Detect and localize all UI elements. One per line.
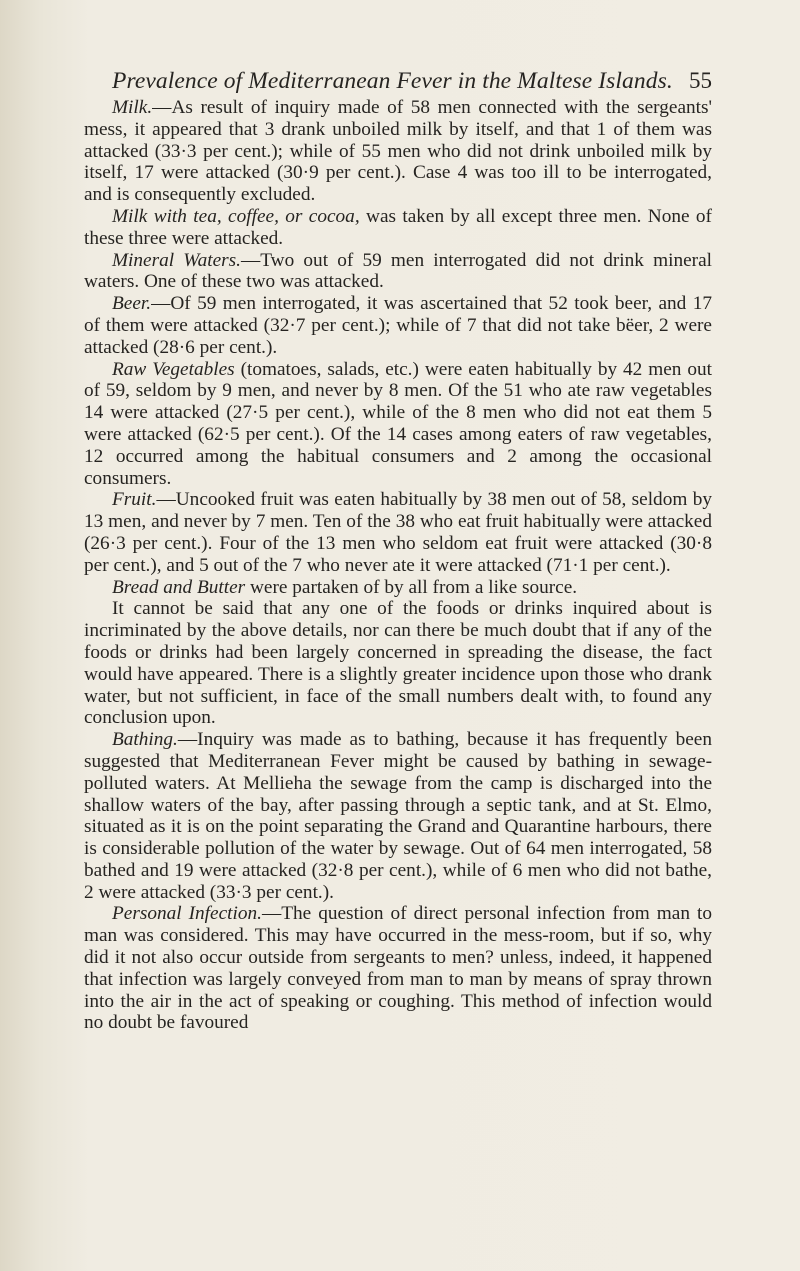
paragraph-mineral-waters	[84, 250, 712, 294]
body-text	[84, 97, 712, 1034]
paragraph-conclusion	[84, 598, 712, 729]
paragraph-text: (tomatoes, salads, etc.) were eaten habitually by 42 men out of 59, seldom by 9 men, and never by 8 men. Of the 51 who ate raw vegetables 14 were attacked (27·5 per cent.), while of the 8 men who did not eat them 5 were attacked (62·5 per cent.). Of the 14 cases among eaters of raw vegetables, 12 occurred among the habitual consumers and 2 among the occasional consumers.	[84, 358, 712, 489]
paragraph-heading: Bread and Butter	[112, 576, 246, 598]
paragraph-heading: Bathing.	[112, 729, 178, 751]
paragraph-text: was taken by all except three men. None of these three were attacked.	[84, 205, 712, 249]
paragraph-beer	[84, 293, 712, 358]
paragraph-text: —As result of inquiry made of 58 men connected with the sergeants' mess, it appeared that 3 drank unboiled milk by itself, and that 1 of them was attacked (33·3 per cent.); while of 55 men who did not drink unboiled milk by itself, 17 were attacked (30·9 per cent.). Case 4 was too ill to be interrogated, and is consequently excluded.	[84, 97, 712, 206]
paragraph-milk	[84, 97, 712, 206]
paragraph-heading: Milk with tea, coffee, or cocoa,	[112, 205, 360, 227]
paragraph-text: —The question of direct personal infection from man to man was considered. This may have occurred in the mess-room, but if so, why did it not also occur outside from sergeants to men? unless, indeed, it happened that infection was largely conveyed from man to man by means of spray thrown into the air in the act of speaking or coughing. This method of infection would no doubt be favoured	[84, 903, 712, 1034]
paragraph-text: were partaken of by all from a like source.	[245, 576, 578, 598]
paragraph-heading: Raw Vegetables	[112, 358, 235, 380]
paragraph-milk-with-tea	[84, 206, 712, 250]
paragraph-heading: Beer.	[112, 293, 152, 315]
paragraph-heading: Mineral Waters.	[112, 249, 241, 271]
running-title: Prevalence of Mediterranean Fever in the Maltese Islands.	[112, 68, 673, 94]
paragraph-text: It cannot be said that any one of the foods or drinks inquired about is incriminated by the above details, nor can there be much doubt that if any of the foods or drinks had been largely concerned in spreading the disease, the fact would have appeared. There is a slightly greater incidence upon those who drank water, but not sufficient, in face of the small numbers dealt with, to found any conclusion upon.	[84, 598, 712, 729]
paragraph-text: —Two out of 59 men interrogated did not drink mineral waters. One of these two was attacked.	[84, 249, 712, 293]
paragraph-heading: Fruit.	[112, 489, 157, 511]
paragraph-personal-infection	[84, 903, 712, 1034]
paragraph-fruit	[84, 489, 712, 576]
paragraph-bathing	[84, 729, 712, 903]
paragraph-text: —Uncooked fruit was eaten habitually by 38 men out of 58, seldom by 13 men, and never by 7 men. Ten of the 38 who eat fruit habitually were attacked (26·3 per cent.). Four of the 13 men who seldom eat fruit were attacked (30·8 per cent.), and 5 out of the 7 who never ate it were attacked (71·1 per cent.).	[84, 489, 712, 576]
paragraph-text: —Of 59 men interrogated, it was ascertained that 52 took beer, and 17 of them were attacked (32·7 per cent.); while of 7 that did not take bëer, 2 were attacked (28·6 per cent.).	[84, 293, 712, 358]
paragraph-raw-vegetables	[84, 359, 712, 490]
paragraph-heading: Milk.	[112, 97, 153, 118]
paragraph-bread-and-butter	[84, 577, 712, 599]
page-number: 55	[689, 68, 712, 93]
paragraph-heading: Personal Infection.	[112, 903, 262, 925]
paragraph-text: —Inquiry was made as to bathing, because it has frequently been suggested that Mediterranean Fever might be caused by bathing in sewage-polluted waters. At Mellieha the sewage from the camp is discharged into the shallow waters of the bay, after passing through a septic tank, and at St. Elmo, situated as it is on the point separating the Grand and Quarantine harbours, there is considerable pollution of the water by sewage. Out of 64 men interrogated, 58 bathed and 19 were attacked (32·8 per cent.), while of 6 men who did not bathe, 2 were attacked (33·3 per cent.).	[84, 729, 712, 903]
